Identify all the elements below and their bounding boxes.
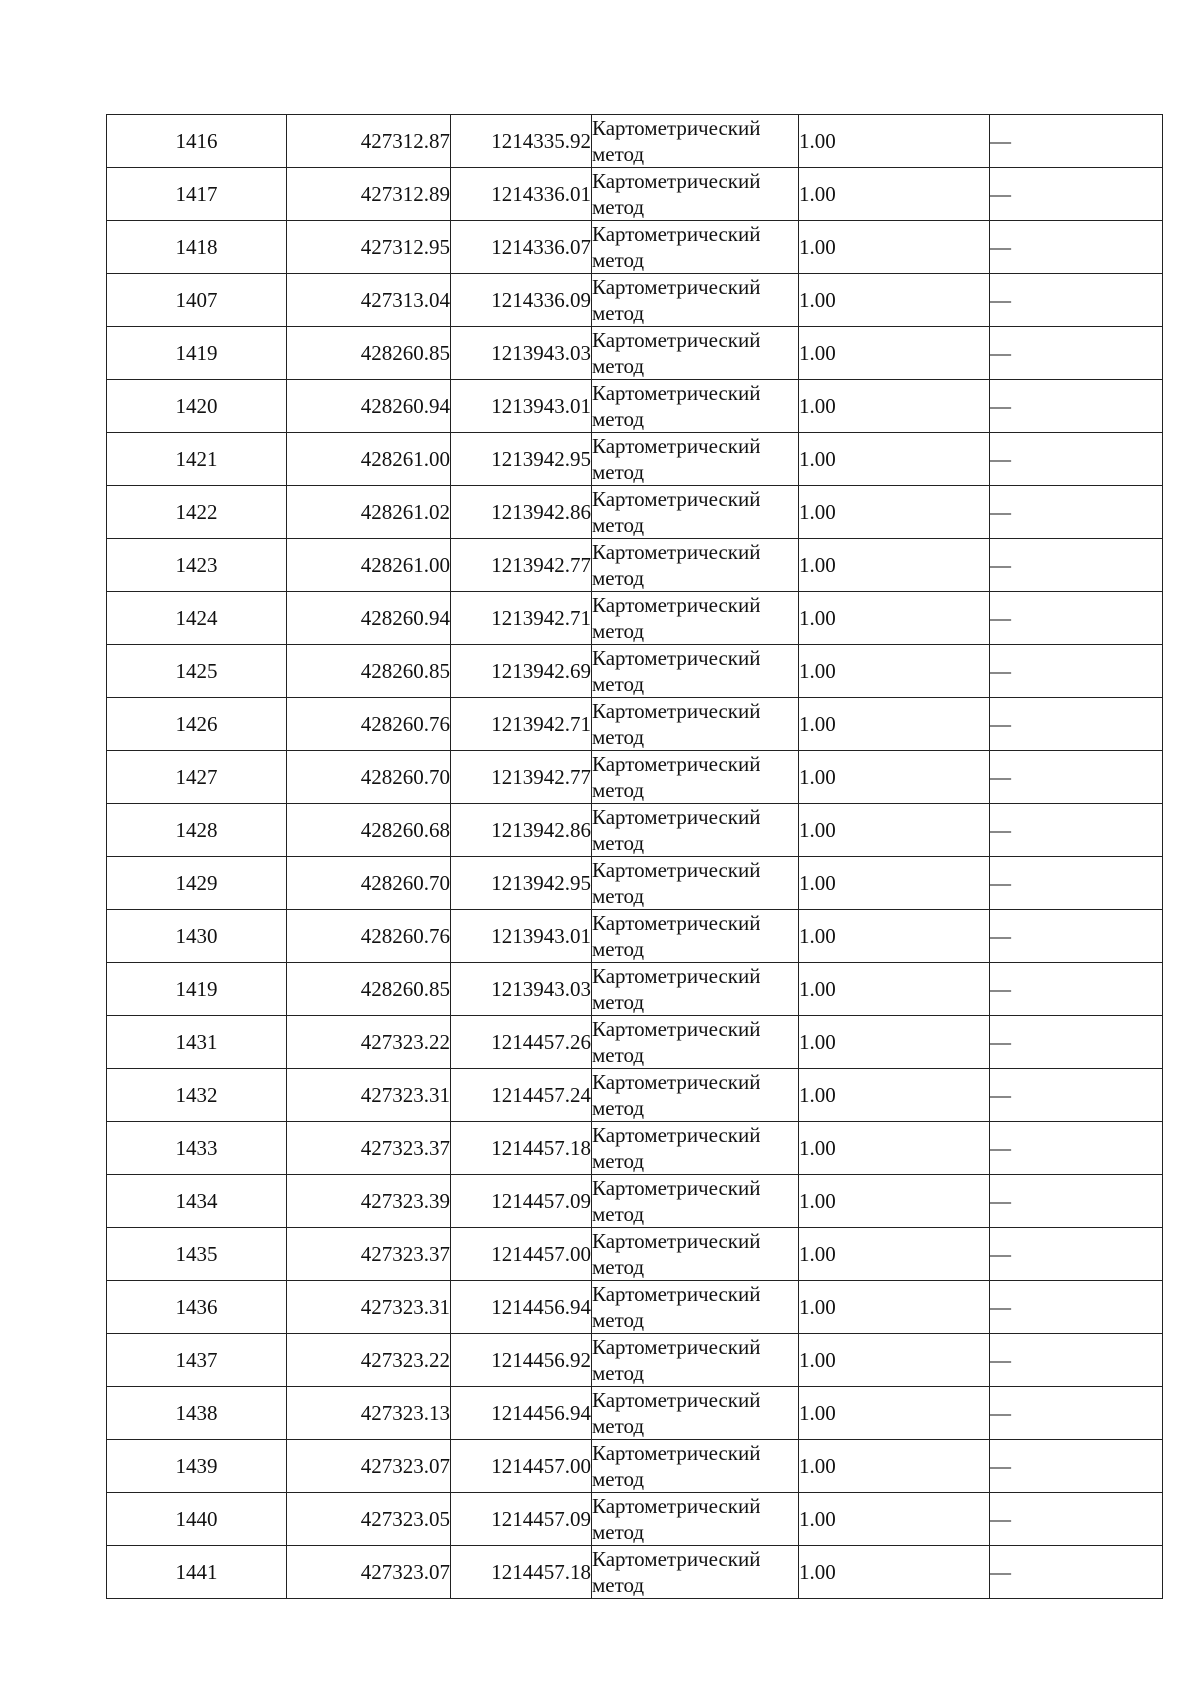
method-text-line-1: Картометрический xyxy=(592,964,761,988)
point-number-cell: 1421 xyxy=(107,433,287,486)
description-cell: — xyxy=(990,168,1163,221)
point-number-cell: 1435 xyxy=(107,1228,287,1281)
y-coordinate-cell: 1214457.00 xyxy=(451,1440,592,1493)
description-cell: — xyxy=(990,751,1163,804)
method-text-line-2: метод xyxy=(592,778,645,802)
method-text-line-1: Картометрический xyxy=(592,328,761,352)
y-coordinate-cell: 1214456.94 xyxy=(451,1387,592,1440)
table-row xyxy=(107,910,1163,963)
method-text-line-1: Картометрический xyxy=(592,487,761,511)
method-cell xyxy=(592,645,799,698)
method-text-line-2: метод xyxy=(592,725,645,749)
y-coordinate-cell: 1214336.07 xyxy=(451,221,592,274)
point-number-cell: 1437 xyxy=(107,1334,287,1387)
accuracy-cell: 1.00 xyxy=(799,1175,990,1228)
table-row xyxy=(107,1493,1163,1546)
y-coordinate-cell: 1213942.77 xyxy=(451,751,592,804)
method-cell xyxy=(592,1493,799,1546)
x-coordinate-cell: 428260.70 xyxy=(287,857,451,910)
method-cell xyxy=(592,1387,799,1440)
method-text-line-2: метод xyxy=(592,1255,645,1279)
description-cell: — xyxy=(990,1546,1163,1599)
table-row xyxy=(107,1281,1163,1334)
y-coordinate-cell: 1213943.01 xyxy=(451,380,592,433)
accuracy-cell: 1.00 xyxy=(799,804,990,857)
table-row xyxy=(107,1546,1163,1599)
description-cell: — xyxy=(990,115,1163,168)
method-text-line-2: метод xyxy=(592,831,645,855)
description-cell: — xyxy=(990,1493,1163,1546)
x-coordinate-cell: 428260.94 xyxy=(287,380,451,433)
table-row xyxy=(107,698,1163,751)
table-row xyxy=(107,1440,1163,1493)
method-cell xyxy=(592,1016,799,1069)
method-text-line-1: Картометрический xyxy=(592,1176,761,1200)
accuracy-cell: 1.00 xyxy=(799,592,990,645)
table-row xyxy=(107,539,1163,592)
point-number-cell: 1439 xyxy=(107,1440,287,1493)
point-number-cell: 1419 xyxy=(107,327,287,380)
x-coordinate-cell: 427313.04 xyxy=(287,274,451,327)
point-number-cell: 1440 xyxy=(107,1493,287,1546)
table-row xyxy=(107,751,1163,804)
point-number-cell: 1420 xyxy=(107,380,287,433)
point-number-cell: 1433 xyxy=(107,1122,287,1175)
method-text-line-2: метод xyxy=(592,619,645,643)
description-cell: — xyxy=(990,380,1163,433)
method-text-line-1: Картометрический xyxy=(592,1494,761,1518)
description-cell: — xyxy=(990,1175,1163,1228)
x-coordinate-cell: 428261.02 xyxy=(287,486,451,539)
method-text-line-1: Картометрический xyxy=(592,1229,761,1253)
method-text-line-2: метод xyxy=(592,407,645,431)
description-cell: — xyxy=(990,645,1163,698)
point-number-cell: 1431 xyxy=(107,1016,287,1069)
method-text-line-2: метод xyxy=(592,990,645,1014)
description-cell: — xyxy=(990,804,1163,857)
y-coordinate-cell: 1214457.09 xyxy=(451,1493,592,1546)
method-text-line-1: Картометрический xyxy=(592,1441,761,1465)
point-number-cell: 1407 xyxy=(107,274,287,327)
method-text-line-2: метод xyxy=(592,672,645,696)
table-row xyxy=(107,115,1163,168)
x-coordinate-cell: 427323.39 xyxy=(287,1175,451,1228)
description-cell: — xyxy=(990,1281,1163,1334)
method-cell xyxy=(592,592,799,645)
y-coordinate-cell: 1213942.95 xyxy=(451,433,592,486)
method-text-line-1: Картометрический xyxy=(592,858,761,882)
x-coordinate-cell: 428261.00 xyxy=(287,539,451,592)
point-number-cell: 1432 xyxy=(107,1069,287,1122)
accuracy-cell: 1.00 xyxy=(799,1016,990,1069)
method-cell xyxy=(592,804,799,857)
y-coordinate-cell: 1214457.18 xyxy=(451,1546,592,1599)
x-coordinate-cell: 427312.87 xyxy=(287,115,451,168)
method-cell xyxy=(592,115,799,168)
method-text-line-1: Картометрический xyxy=(592,1017,761,1041)
accuracy-cell: 1.00 xyxy=(799,1228,990,1281)
point-number-cell: 1416 xyxy=(107,115,287,168)
x-coordinate-cell: 428260.94 xyxy=(287,592,451,645)
method-text-line-1: Картометрический xyxy=(592,699,761,723)
y-coordinate-cell: 1214456.92 xyxy=(451,1334,592,1387)
method-cell xyxy=(592,910,799,963)
method-cell xyxy=(592,327,799,380)
point-number-cell: 1430 xyxy=(107,910,287,963)
accuracy-cell: 1.00 xyxy=(799,1440,990,1493)
method-text-line-1: Картометрический xyxy=(592,805,761,829)
description-cell: — xyxy=(990,1440,1163,1493)
accuracy-cell: 1.00 xyxy=(799,963,990,1016)
accuracy-cell: 1.00 xyxy=(799,486,990,539)
y-coordinate-cell: 1214457.18 xyxy=(451,1122,592,1175)
y-coordinate-cell: 1213943.03 xyxy=(451,963,592,1016)
method-cell xyxy=(592,1175,799,1228)
accuracy-cell: 1.00 xyxy=(799,539,990,592)
method-text-line-1: Картометрический xyxy=(592,275,761,299)
y-coordinate-cell: 1213942.86 xyxy=(451,486,592,539)
accuracy-cell: 1.00 xyxy=(799,1334,990,1387)
accuracy-cell: 1.00 xyxy=(799,1122,990,1175)
point-number-cell: 1436 xyxy=(107,1281,287,1334)
point-number-cell: 1419 xyxy=(107,963,287,1016)
method-text-line-2: метод xyxy=(592,1202,645,1226)
method-cell xyxy=(592,380,799,433)
method-text-line-1: Картометрический xyxy=(592,911,761,935)
method-cell xyxy=(592,1069,799,1122)
method-cell xyxy=(592,698,799,751)
description-cell: — xyxy=(990,1016,1163,1069)
table-row xyxy=(107,433,1163,486)
table-row xyxy=(107,327,1163,380)
accuracy-cell: 1.00 xyxy=(799,1546,990,1599)
table-row xyxy=(107,1122,1163,1175)
accuracy-cell: 1.00 xyxy=(799,910,990,963)
description-cell: — xyxy=(990,486,1163,539)
y-coordinate-cell: 1214456.94 xyxy=(451,1281,592,1334)
point-number-cell: 1441 xyxy=(107,1546,287,1599)
description-cell: — xyxy=(990,1334,1163,1387)
method-text-line-1: Картометрический xyxy=(592,1335,761,1359)
point-number-cell: 1429 xyxy=(107,857,287,910)
accuracy-cell: 1.00 xyxy=(799,698,990,751)
method-cell xyxy=(592,1228,799,1281)
y-coordinate-cell: 1214457.24 xyxy=(451,1069,592,1122)
table-row xyxy=(107,221,1163,274)
x-coordinate-cell: 427323.31 xyxy=(287,1281,451,1334)
x-coordinate-cell: 428260.85 xyxy=(287,327,451,380)
y-coordinate-cell: 1214457.00 xyxy=(451,1228,592,1281)
y-coordinate-cell: 1214335.92 xyxy=(451,115,592,168)
table-row xyxy=(107,1228,1163,1281)
table-row xyxy=(107,168,1163,221)
x-coordinate-cell: 428260.70 xyxy=(287,751,451,804)
table-row xyxy=(107,963,1163,1016)
method-text-line-2: метод xyxy=(592,1573,645,1597)
accuracy-cell: 1.00 xyxy=(799,645,990,698)
method-text-line-1: Картометрический xyxy=(592,752,761,776)
x-coordinate-cell: 428260.85 xyxy=(287,645,451,698)
x-coordinate-cell: 427323.37 xyxy=(287,1228,451,1281)
method-text-line-1: Картометрический xyxy=(592,116,761,140)
description-cell: — xyxy=(990,539,1163,592)
method-cell xyxy=(592,1281,799,1334)
description-cell: — xyxy=(990,1387,1163,1440)
description-cell: — xyxy=(990,910,1163,963)
y-coordinate-cell: 1213943.01 xyxy=(451,910,592,963)
y-coordinate-cell: 1213943.03 xyxy=(451,327,592,380)
x-coordinate-cell: 428261.00 xyxy=(287,433,451,486)
point-number-cell: 1438 xyxy=(107,1387,287,1440)
method-text-line-2: метод xyxy=(592,937,645,961)
method-text-line-1: Картометрический xyxy=(592,169,761,193)
accuracy-cell: 1.00 xyxy=(799,1387,990,1440)
accuracy-cell: 1.00 xyxy=(799,327,990,380)
x-coordinate-cell: 428260.76 xyxy=(287,910,451,963)
method-text-line-2: метод xyxy=(592,1414,645,1438)
table-row xyxy=(107,1069,1163,1122)
accuracy-cell: 1.00 xyxy=(799,1281,990,1334)
method-text-line-1: Картометрический xyxy=(592,434,761,458)
method-text-line-1: Картометрический xyxy=(592,1282,761,1306)
method-text-line-1: Картометрический xyxy=(592,1388,761,1412)
y-coordinate-cell: 1213942.71 xyxy=(451,592,592,645)
description-cell: — xyxy=(990,1069,1163,1122)
x-coordinate-cell: 427323.05 xyxy=(287,1493,451,1546)
method-text-line-2: метод xyxy=(592,1520,645,1544)
point-number-cell: 1426 xyxy=(107,698,287,751)
table-row xyxy=(107,486,1163,539)
accuracy-cell: 1.00 xyxy=(799,751,990,804)
y-coordinate-cell: 1214457.09 xyxy=(451,1175,592,1228)
point-number-cell: 1427 xyxy=(107,751,287,804)
table-row xyxy=(107,380,1163,433)
description-cell: — xyxy=(990,221,1163,274)
description-cell: — xyxy=(990,327,1163,380)
y-coordinate-cell: 1213942.71 xyxy=(451,698,592,751)
y-coordinate-cell: 1213942.69 xyxy=(451,645,592,698)
method-cell xyxy=(592,486,799,539)
accuracy-cell: 1.00 xyxy=(799,380,990,433)
method-cell xyxy=(592,963,799,1016)
description-cell: — xyxy=(990,433,1163,486)
accuracy-cell: 1.00 xyxy=(799,221,990,274)
accuracy-cell: 1.00 xyxy=(799,433,990,486)
y-coordinate-cell: 1213942.77 xyxy=(451,539,592,592)
accuracy-cell: 1.00 xyxy=(799,1493,990,1546)
method-text-line-2: метод xyxy=(592,460,645,484)
y-coordinate-cell: 1213942.86 xyxy=(451,804,592,857)
accuracy-cell: 1.00 xyxy=(799,115,990,168)
y-coordinate-cell: 1213942.95 xyxy=(451,857,592,910)
x-coordinate-cell: 427323.07 xyxy=(287,1546,451,1599)
table-row xyxy=(107,274,1163,327)
method-text-line-1: Картометрический xyxy=(592,593,761,617)
method-cell xyxy=(592,1546,799,1599)
description-cell: — xyxy=(990,592,1163,645)
method-text-line-1: Картометрический xyxy=(592,646,761,670)
coordinates-table-body xyxy=(107,115,1163,1599)
method-cell xyxy=(592,1334,799,1387)
point-number-cell: 1425 xyxy=(107,645,287,698)
method-text-line-2: метод xyxy=(592,301,645,325)
table-row xyxy=(107,804,1163,857)
x-coordinate-cell: 427323.13 xyxy=(287,1387,451,1440)
point-number-cell: 1418 xyxy=(107,221,287,274)
method-text-line-2: метод xyxy=(592,884,645,908)
method-text-line-1: Картометрический xyxy=(592,222,761,246)
method-text-line-2: метод xyxy=(592,1043,645,1067)
table-row xyxy=(107,1016,1163,1069)
method-text-line-2: метод xyxy=(592,195,645,219)
description-cell: — xyxy=(990,857,1163,910)
x-coordinate-cell: 427312.95 xyxy=(287,221,451,274)
point-number-cell: 1417 xyxy=(107,168,287,221)
point-number-cell: 1424 xyxy=(107,592,287,645)
table-row xyxy=(107,1387,1163,1440)
point-number-cell: 1423 xyxy=(107,539,287,592)
method-text-line-2: метод xyxy=(592,1149,645,1173)
description-cell: — xyxy=(990,963,1163,1016)
method-cell xyxy=(592,857,799,910)
description-cell: — xyxy=(990,1122,1163,1175)
description-cell: — xyxy=(990,1228,1163,1281)
method-text-line-2: метод xyxy=(592,1361,645,1385)
method-text-line-2: метод xyxy=(592,142,645,166)
method-cell xyxy=(592,168,799,221)
table-row xyxy=(107,1175,1163,1228)
table-row xyxy=(107,645,1163,698)
coordinates-table xyxy=(106,114,1163,1599)
x-coordinate-cell: 428260.68 xyxy=(287,804,451,857)
method-text-line-2: метод xyxy=(592,354,645,378)
method-text-line-2: метод xyxy=(592,513,645,537)
method-text-line-1: Картометрический xyxy=(592,381,761,405)
method-cell xyxy=(592,539,799,592)
point-number-cell: 1422 xyxy=(107,486,287,539)
method-cell xyxy=(592,1122,799,1175)
x-coordinate-cell: 427323.22 xyxy=(287,1016,451,1069)
accuracy-cell: 1.00 xyxy=(799,857,990,910)
method-text-line-2: метод xyxy=(592,1467,645,1491)
x-coordinate-cell: 427323.31 xyxy=(287,1069,451,1122)
method-cell xyxy=(592,221,799,274)
accuracy-cell: 1.00 xyxy=(799,274,990,327)
method-text-line-2: метод xyxy=(592,566,645,590)
method-text-line-1: Картометрический xyxy=(592,1070,761,1094)
x-coordinate-cell: 427312.89 xyxy=(287,168,451,221)
table-row xyxy=(107,1334,1163,1387)
method-text-line-1: Картометрический xyxy=(592,1123,761,1147)
method-text-line-2: метод xyxy=(592,1308,645,1332)
x-coordinate-cell: 427323.22 xyxy=(287,1334,451,1387)
accuracy-cell: 1.00 xyxy=(799,168,990,221)
table-row xyxy=(107,857,1163,910)
x-coordinate-cell: 428260.76 xyxy=(287,698,451,751)
point-number-cell: 1428 xyxy=(107,804,287,857)
x-coordinate-cell: 427323.07 xyxy=(287,1440,451,1493)
y-coordinate-cell: 1214336.01 xyxy=(451,168,592,221)
method-text-line-2: метод xyxy=(592,1096,645,1120)
method-cell xyxy=(592,1440,799,1493)
x-coordinate-cell: 427323.37 xyxy=(287,1122,451,1175)
accuracy-cell: 1.00 xyxy=(799,1069,990,1122)
method-cell xyxy=(592,274,799,327)
x-coordinate-cell: 428260.85 xyxy=(287,963,451,1016)
method-cell xyxy=(592,751,799,804)
method-text-line-1: Картометрический xyxy=(592,540,761,564)
y-coordinate-cell: 1214457.26 xyxy=(451,1016,592,1069)
description-cell: — xyxy=(990,274,1163,327)
method-text-line-1: Картометрический xyxy=(592,1547,761,1571)
y-coordinate-cell: 1214336.09 xyxy=(451,274,592,327)
point-number-cell: 1434 xyxy=(107,1175,287,1228)
method-text-line-2: метод xyxy=(592,248,645,272)
method-cell xyxy=(592,433,799,486)
description-cell: — xyxy=(990,698,1163,751)
table-row xyxy=(107,592,1163,645)
